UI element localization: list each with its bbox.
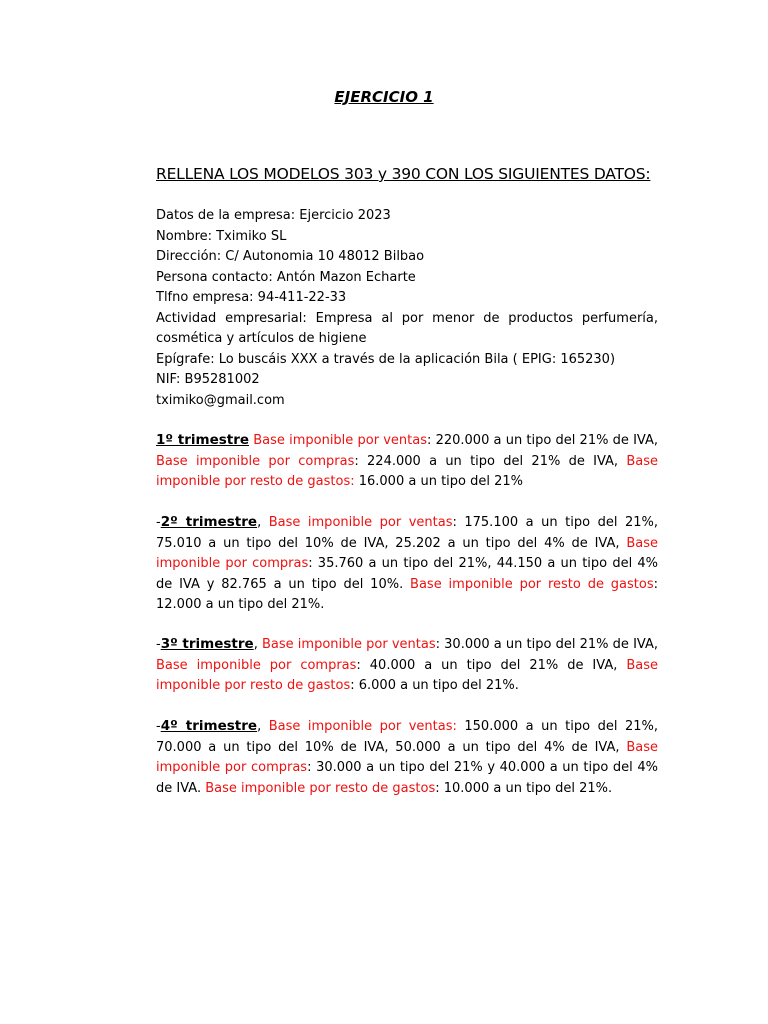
gastos-text: : 12.000 a un tipo del 21%. xyxy=(156,576,658,612)
quarter-block-4: -4º trimestre, Base imponible por ventas: 150.000 a un tipo del 21%, 70.000 a un tipo del 10% de IVA, 50.000 a un tipo del 4% de IVA, Base imponible por compras: 30.000 a un tipo del 21% y 40.000 a un tipo del 4% de IVA. Base imponible por resto de gastos: 10.000 a un tipo del 21%. xyxy=(156,718,659,796)
ventas-text: : 30.000 a un tipo del 21% de IVA, xyxy=(435,637,658,652)
quarter-label: 2º trimestre xyxy=(160,514,258,530)
company-exercise-line: Datos de la empresa: Ejercicio 2023 xyxy=(156,208,391,223)
company-epigraph-line: Epígrafe: Lo buscáis XXX a través de la aplicación Bila ( EPIG: 165230) xyxy=(156,351,616,367)
document-heading: RELLENA LOS MODELOS 303 y 390 CON LOS SIGUIENTES DATOS: xyxy=(156,165,651,183)
gastos-label: Base imponible por resto de gastos xyxy=(205,780,436,796)
quarter-label: 1º trimestre xyxy=(156,432,250,448)
quarter-prefix: - xyxy=(156,637,161,652)
gastos-text: 16.000 a un tipo del 21% xyxy=(354,474,524,489)
gastos-text: : 10.000 a un tipo del 21%. xyxy=(435,780,613,796)
compras-text: : 35.760 a un tipo del 21%, 44.150 a un tipo del 4% de IVA y 82.765 a un tipo del 10%. xyxy=(156,556,658,592)
quarter-block-3: -3º trimestre, Base imponible por ventas: 30.000 a un tipo del 21% de IVA, Base imponible por compras: 40.000 a un tipo del 21% de IVA, Base imponible por resto de gastos: 6.000 a un tipo del 21%. xyxy=(156,636,658,693)
ventas-label: Base imponible por ventas xyxy=(262,637,436,652)
quarter-block-2: -2º trimestre, Base imponible por ventas: 175.100 a un tipo del 21%, 75.010 a un tipo del 10% de IVA, 25.202 a un tipo del 4% de IVA, Base imponible por compras: 35.760 a un tipo del 21%, 44.150 a un tipo del 4% de IVA y 82.765 a un tipo del 10%. Base imponible por resto de gastos: 12.000 a un tipo del 21%. xyxy=(156,514,658,612)
compras-text: : 224.000 a un tipo del 21% de IVA, xyxy=(354,453,619,469)
company-activity-line: Actividad empresarial: Empresa al por menor de productos perfumería, cosmética y artículos de higiene xyxy=(156,310,658,346)
compras-text: : 30.000 a un tipo del 21% y 40.000 a un tipo del 4% de IVA. xyxy=(156,760,659,796)
company-email-line: tximiko@gmail.com xyxy=(156,392,285,408)
compras-label: Base imponible por compras xyxy=(156,739,658,775)
gastos-label: Base imponible por resto de gastos xyxy=(156,657,658,693)
company-contact-line: Persona contacto: Antón Mazon Echarte xyxy=(156,269,416,285)
ventas-text: 150.000 a un tipo del 21%, 70.000 a un tipo del 10% de IVA, 50.000 a un tipo del 4% de IVA, xyxy=(156,719,658,755)
company-name-line: Nombre: Tximiko SL xyxy=(156,228,287,244)
company-phone-line: Tlfno empresa: 94-411-22-33 xyxy=(156,290,347,305)
compras-label: Base imponible por compras xyxy=(156,453,355,469)
ventas-label: Base imponible por ventas xyxy=(268,515,453,530)
quarter-prefix: - xyxy=(156,515,161,530)
gastos-label: Base imponible por resto de gastos: xyxy=(156,453,659,489)
quarter-label: 3º trimestre xyxy=(160,636,254,652)
quarter-label: 4º trimestre xyxy=(160,718,258,734)
quarter-block-1 xyxy=(156,430,658,493)
company-address-line: Dirección: C/ Autonomia 10 48012 Bilbao xyxy=(156,249,425,264)
compras-text: : 40.000 a un tipo del 21% de IVA, xyxy=(356,657,618,673)
compras-label: Base imponible por compras xyxy=(156,535,658,571)
ventas-text: : 175.100 a un tipo del 21%, 75.010 a un tipo del 10% de IVA, 25.202 a un tipo del 4% de IVA, xyxy=(156,515,658,551)
company-nif-line: NIF: B95281002 xyxy=(156,372,260,387)
ventas-label: Base imponible por ventas: xyxy=(268,719,457,734)
document-title: EJERCICIO 1 xyxy=(334,88,434,106)
ventas-label: Base imponible por ventas xyxy=(253,433,428,448)
gastos-text: : 6.000 a un tipo del 21%. xyxy=(350,678,519,693)
company-details xyxy=(156,206,658,411)
ventas-text: : 220.000 a un tipo del 21% de IVA, xyxy=(427,433,658,448)
gastos-label: Base imponible por resto de gastos xyxy=(410,576,654,592)
quarter-prefix: - xyxy=(156,719,161,734)
compras-label: Base imponible por compras xyxy=(156,657,357,673)
